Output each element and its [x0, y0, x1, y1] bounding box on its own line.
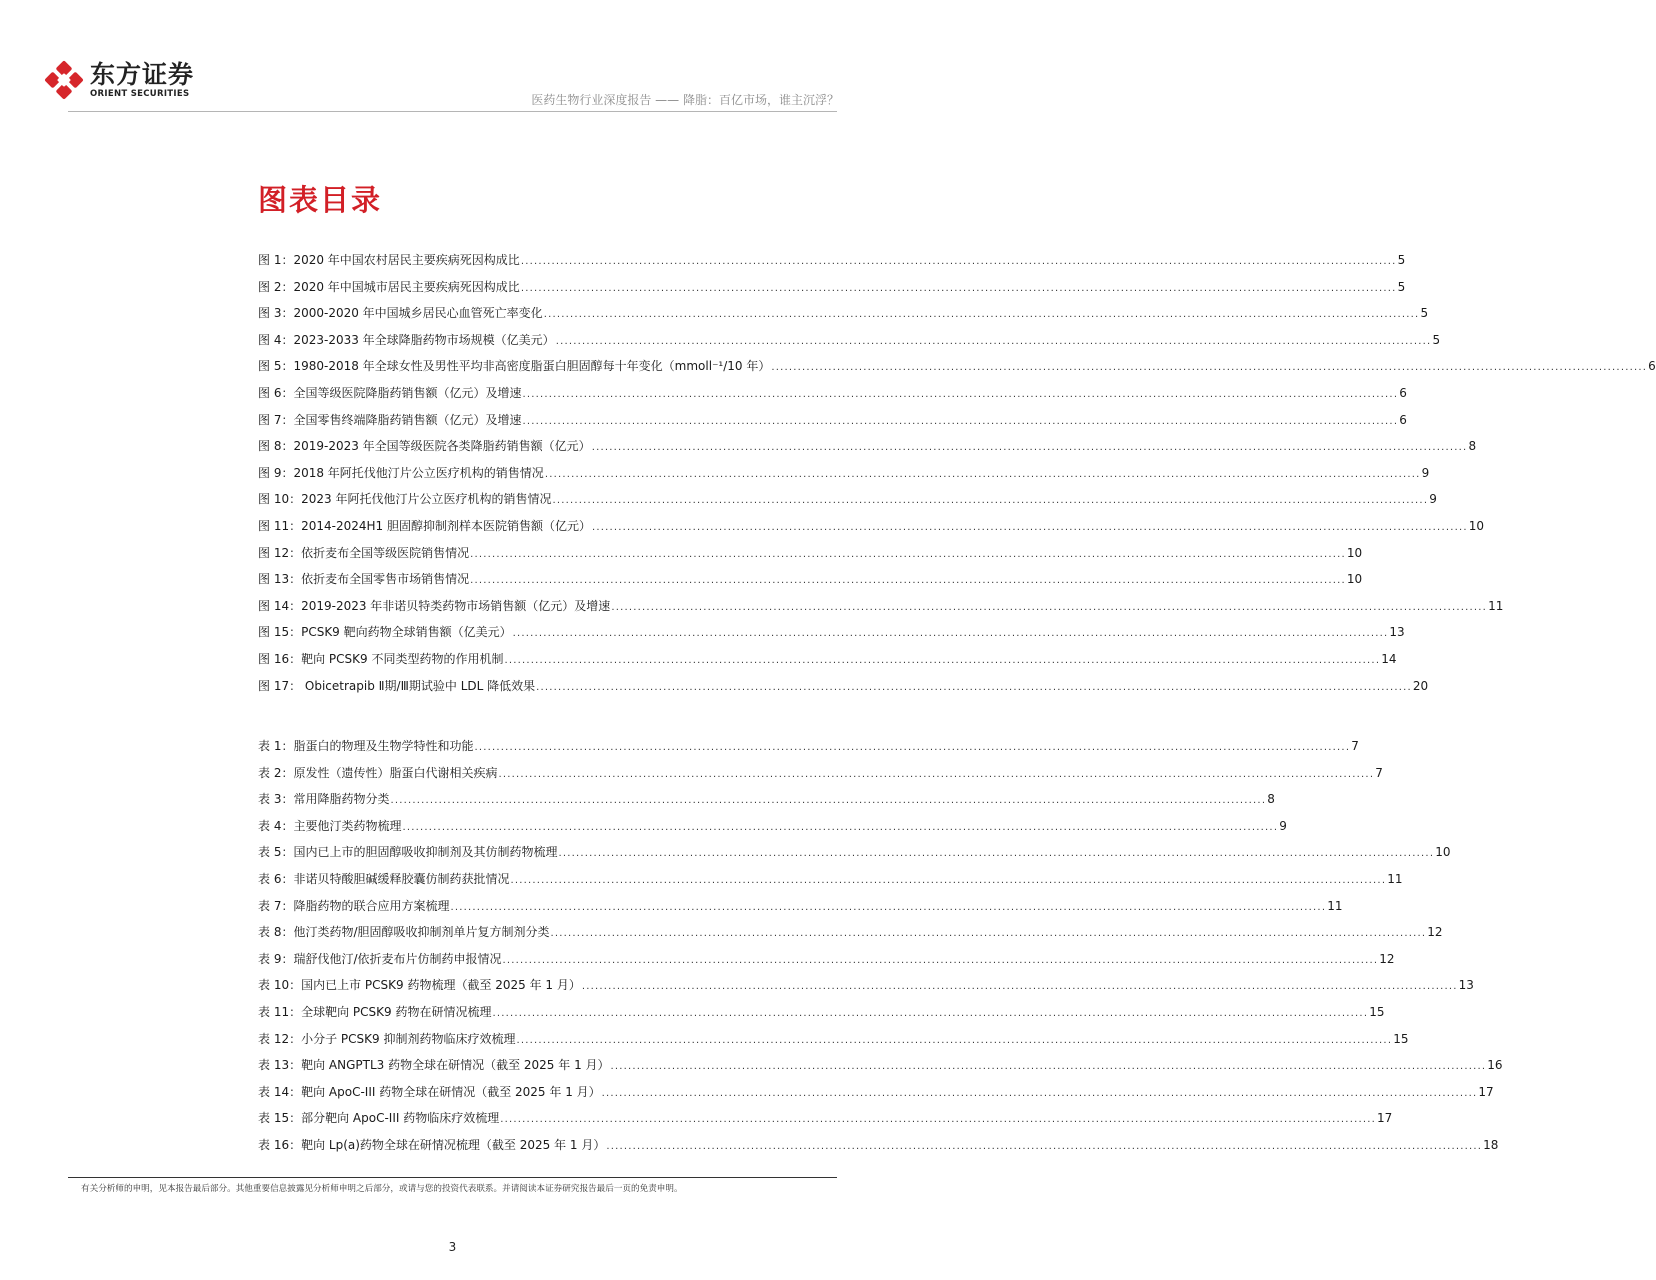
toc-leader-dots: ........................................................................................................................................................................................................ [581, 981, 1458, 993]
toc-entry-page: 10 [1468, 518, 1484, 533]
toc-entry-page: 12 [1379, 951, 1395, 966]
figure-list [258, 252, 1656, 704]
toc-entry-page: 6 [1399, 412, 1407, 427]
toc-entry-page: 12 [1427, 925, 1443, 940]
toc-entry-label: 表 4：主要他汀类药物梳理 [258, 818, 402, 833]
toc-leader-dots: ........................................................................................................................................................................................................ [512, 628, 1389, 640]
toc-entry-page: 8 [1468, 439, 1477, 454]
toc-leader-dots: ........................................................................................................................................................................................................ [610, 1061, 1487, 1073]
toc-entry-label: 表 6：非诺贝特酸胆碱缓释胶囊仿制药获批情况 [258, 871, 510, 886]
toc-leader-dots: ........................................................................................................................................................................................................ [470, 548, 1346, 560]
toc-entry-label: 表 2：原发性（遗传性）脂蛋白代谢相关疾病 [258, 765, 498, 780]
toc-entry-page: 11 [1488, 598, 1504, 613]
toc-leader-dots: ........................................................................................................................................................................................................ [450, 901, 1327, 913]
toc-leader-dots: ........................................................................................................................................................................................................ [611, 601, 1488, 613]
toc-entry[interactable] [258, 491, 1437, 518]
toc-entry-page: 11 [1387, 871, 1403, 886]
toc-entry-page: 13 [1389, 625, 1405, 640]
toc-entry-label: 表 1：脂蛋白的物理及生物学特性和功能 [258, 739, 474, 753]
toc-entry[interactable] [258, 438, 1477, 465]
toc-entry-page: 17 [1478, 1084, 1494, 1099]
toc-leader-dots: ........................................................................................................................................................................................................ [504, 654, 1381, 666]
toc-entry[interactable] [258, 678, 1429, 705]
table-list [258, 738, 1503, 1164]
toc-entry-label: 图 14：2019-2023 年非诺贝特类药物市场销售额（亿元）及增速 [258, 598, 611, 613]
toc-leader-dots: ........................................................................................................................................................................................................ [550, 928, 1427, 940]
toc-entry[interactable] [258, 624, 1405, 651]
toc-leader-dots: ........................................................................................................................................................................................................ [520, 256, 1397, 267]
toc-entry-label: 表 15：部分靶向 ApoC-III 药物临床疗效梳理 [258, 1111, 500, 1126]
toc-leader-dots: ........................................................................................................................................................................................................ [536, 681, 1412, 693]
toc-entry-label: 图 6：全国等级医院降脂药销售额（亿元）及增速 [258, 385, 522, 400]
toc-entry-page: 5 [1397, 253, 1406, 267]
toc-entry-page: 9 [1279, 818, 1287, 833]
toc-leader-dots: ........................................................................................................................................................................................................ [591, 442, 1468, 454]
toc-entry-page: 13 [1458, 978, 1474, 993]
footer-divider [68, 1177, 837, 1178]
toc-entry-label: 图 16：靶向 PCSK9 不同类型药物的作用机制 [258, 651, 504, 666]
toc-entry[interactable] [258, 545, 1363, 572]
toc-entry-page: 6 [1399, 385, 1407, 400]
toc-entry[interactable] [258, 358, 1656, 385]
toc-entry-page: 10 [1435, 845, 1451, 860]
footer-disclaimer: 有关分析师的申明，见本报告最后部分。其他重要信息披露见分析师申明之后部分，或请与您的投资代表联系。并请阅读本证券研究报告最后一页的免责申明。 [81, 1184, 683, 1194]
toc-entry-label: 表 12：小分子 PCSK9 抑制剂药物临床疗效梳理 [258, 1031, 516, 1046]
toc-entry-label: 图 2：2020 年中国城市居民主要疾病死因构成比 [258, 279, 520, 294]
toc-entry-label: 表 10：国内已上市 PCSK9 药物梳理（截至 2025 年 1 月） [258, 978, 581, 993]
toc-leader-dots: ........................................................................................................................................................................................................ [474, 742, 1351, 753]
toc-entry[interactable] [258, 791, 1275, 818]
toc-leader-dots: ........................................................................................................................................................................................................ [510, 874, 1387, 886]
toc-entry-page: 9 [1421, 465, 1430, 480]
toc-entry[interactable] [258, 924, 1443, 951]
toc-entry-label: 图 4：2023-2033 年全球降脂药物市场规模（亿美元） [258, 332, 555, 347]
toc-entry-label: 图 1：2020 年中国农村居民主要疾病死因构成比 [258, 253, 520, 267]
toc-entry-label: 表 7：降脂药物的联合应用方案梳理 [258, 898, 450, 913]
toc-entry[interactable] [258, 951, 1395, 978]
toc-leader-dots: ........................................................................................................................................................................................................ [601, 1087, 1478, 1099]
toc-leader-dots: ........................................................................................................................................................................................................ [543, 309, 1420, 321]
toc-entry-label: 图 9：2018 年阿托伐他汀片公立医疗机构的销售情况 [258, 465, 544, 480]
company-logo [42, 58, 194, 102]
toc-leader-dots: ........................................................................................................................................................................................................ [502, 954, 1379, 966]
toc-entry-page: 6 [1648, 359, 1656, 374]
toc-entry-page: 18 [1483, 1137, 1499, 1152]
page-number: 3 [448, 1240, 457, 1254]
toc-leader-dots: ........................................................................................................................................................................................................ [516, 1034, 1393, 1046]
logo-chinese-name: 东方证券 [90, 60, 195, 89]
toc-entry[interactable] [258, 412, 1407, 439]
toc-entry[interactable] [258, 518, 1484, 545]
toc-entry-page: 15 [1393, 1031, 1409, 1046]
toc-leader-dots: ........................................................................................................................................................................................................ [522, 415, 1399, 427]
orient-securities-logo-icon [42, 58, 86, 102]
toc-entry[interactable] [258, 818, 1287, 845]
toc-entry[interactable] [258, 844, 1451, 871]
toc-entry[interactable] [258, 1084, 1494, 1111]
toc-leader-dots: ........................................................................................................................................................................................................ [544, 468, 1421, 480]
toc-entry[interactable] [258, 871, 1403, 898]
toc-leader-dots: ........................................................................................................................................................................................................ [498, 768, 1375, 780]
toc-entry-page: 15 [1369, 1004, 1385, 1019]
toc-entry-label: 表 14：靶向 ApoC-III 药物全球在研情况（截至 2025 年 1 月） [258, 1084, 601, 1099]
toc-entry[interactable] [258, 765, 1383, 792]
toc-entry-page: 11 [1327, 898, 1343, 913]
toc-leader-dots: ........................................................................................................................................................................................................ [522, 388, 1399, 400]
toc-leader-dots: ........................................................................................................................................................................................................ [402, 821, 1279, 833]
toc-entry-label: 图 17： Obicetrapib Ⅱ期/Ⅲ期试验中 LDL 降低效果 [258, 678, 536, 693]
toc-entry-page: 16 [1487, 1058, 1503, 1073]
toc-entry-page: 10 [1346, 545, 1363, 560]
toc-entry[interactable] [258, 252, 1406, 279]
toc-entry-page: 5 [1397, 279, 1406, 294]
toc-entry[interactable] [258, 598, 1504, 625]
toc-entry[interactable] [258, 1110, 1393, 1137]
toc-leader-dots: ........................................................................................................................................................................................................ [771, 362, 1648, 374]
toc-leader-dots: ........................................................................................................................................................................................................ [500, 1114, 1376, 1126]
toc-entry-label: 表 5：国内已上市的胆固醇吸收抑制剂及其仿制药物梳理 [258, 845, 558, 860]
toc-entry-page: 8 [1267, 792, 1275, 807]
toc-entry-page: 20 [1412, 678, 1429, 693]
report-title: 医药生物行业深度报告 —— 降脂：百亿市场，谁主沉浮？ [531, 93, 839, 107]
toc-leader-dots: ........................................................................................................................................................................................................ [390, 795, 1267, 807]
toc-leader-dots: ........................................................................................................................................................................................................ [470, 575, 1346, 587]
toc-entry[interactable] [258, 977, 1474, 1004]
toc-entry[interactable] [258, 465, 1430, 492]
toc-entry-label: 图 13：依折麦布全国零售市场销售情况 [258, 572, 470, 587]
toc-entry-page: 10 [1346, 572, 1363, 587]
toc-leader-dots: ........................................................................................................................................................................................................ [591, 521, 1468, 533]
toc-entry[interactable] [258, 1031, 1409, 1058]
toc-entry-label: 表 9：瑞舒伐他汀/依折麦布片仿制药申报情况 [258, 951, 502, 966]
toc-entry[interactable] [258, 385, 1407, 412]
toc-entry[interactable] [258, 332, 1441, 359]
toc-entry-label: 图 8：2019-2023 年全国等级医院各类降脂药销售额（亿元） [258, 439, 591, 454]
toc-entry-page: 9 [1429, 492, 1437, 507]
toc-entry[interactable] [258, 305, 1429, 332]
toc-entry-label: 表 8：他汀类药物/胆固醇吸收抑制剂单片复方制剂分类 [258, 925, 550, 940]
toc-entry-label: 图 7：全国零售终端降脂药销售额（亿元）及增速 [258, 412, 522, 427]
toc-entry-page: 7 [1351, 739, 1359, 753]
toc-entry-label: 图 3：2000-2020 年中国城乡居民心血管死亡率变化 [258, 306, 543, 321]
toc-leader-dots: ........................................................................................................................................................................................................ [555, 335, 1432, 347]
header-divider [68, 111, 837, 112]
toc-entry-page: 7 [1375, 765, 1383, 780]
toc-leader-dots: ........................................................................................................................................................................................................ [606, 1140, 1483, 1152]
toc-entry-label: 表 11：全球靶向 PCSK9 药物在研情况梳理 [258, 1004, 492, 1019]
toc-entry[interactable] [258, 1057, 1503, 1084]
toc-entry-label: 表 3：常用降脂药物分类 [258, 792, 390, 807]
toc-entry[interactable] [258, 1137, 1499, 1164]
toc-entry-page: 17 [1376, 1111, 1393, 1126]
toc-leader-dots: ........................................................................................................................................................................................................ [492, 1007, 1369, 1019]
toc-entry-label: 表 13：靶向 ANGPTL3 药物全球在研情况（截至 2025 年 1 月） [258, 1058, 610, 1073]
toc-entry-label: 图 11：2014-2024H1 胆固醇抑制剂样本医院销售额（亿元） [258, 518, 591, 533]
toc-entry-label: 图 15：PCSK9 靶向药物全球销售额（亿美元） [258, 625, 512, 640]
page-title: 图表目录 [258, 183, 383, 217]
toc-entry[interactable] [258, 1004, 1385, 1031]
toc-entry-label: 图 10：2023 年阿托伐他汀片公立医疗机构的销售情况 [258, 492, 552, 507]
toc-entry-label: 图 12：依折麦布全国等级医院销售情况 [258, 545, 470, 560]
toc-entry[interactable] [258, 279, 1406, 306]
toc-entry[interactable] [258, 738, 1359, 765]
toc-entry-label: 图 5：1980-2018 年全球女性及男性平均非高密度脂蛋白胆固醇每十年变化（mmoll⁻¹/10 年） [258, 359, 771, 374]
toc-entry[interactable] [258, 571, 1363, 598]
toc-entry[interactable] [258, 651, 1397, 678]
toc-leader-dots: ........................................................................................................................................................................................................ [520, 282, 1397, 294]
toc-entry[interactable] [258, 898, 1343, 925]
toc-entry-page: 14 [1381, 651, 1397, 666]
toc-leader-dots: ........................................................................................................................................................................................................ [558, 848, 1435, 860]
logo-english-name: ORIENT SECURITIES [90, 89, 190, 99]
toc-entry-label: 表 16：靶向 Lp(a)药物全球在研情况梳理（截至 2025 年 1 月） [258, 1137, 606, 1152]
toc-leader-dots: ........................................................................................................................................................................................................ [552, 495, 1429, 507]
toc-entry-page: 5 [1420, 306, 1429, 321]
toc-entry-page: 5 [1432, 332, 1441, 347]
